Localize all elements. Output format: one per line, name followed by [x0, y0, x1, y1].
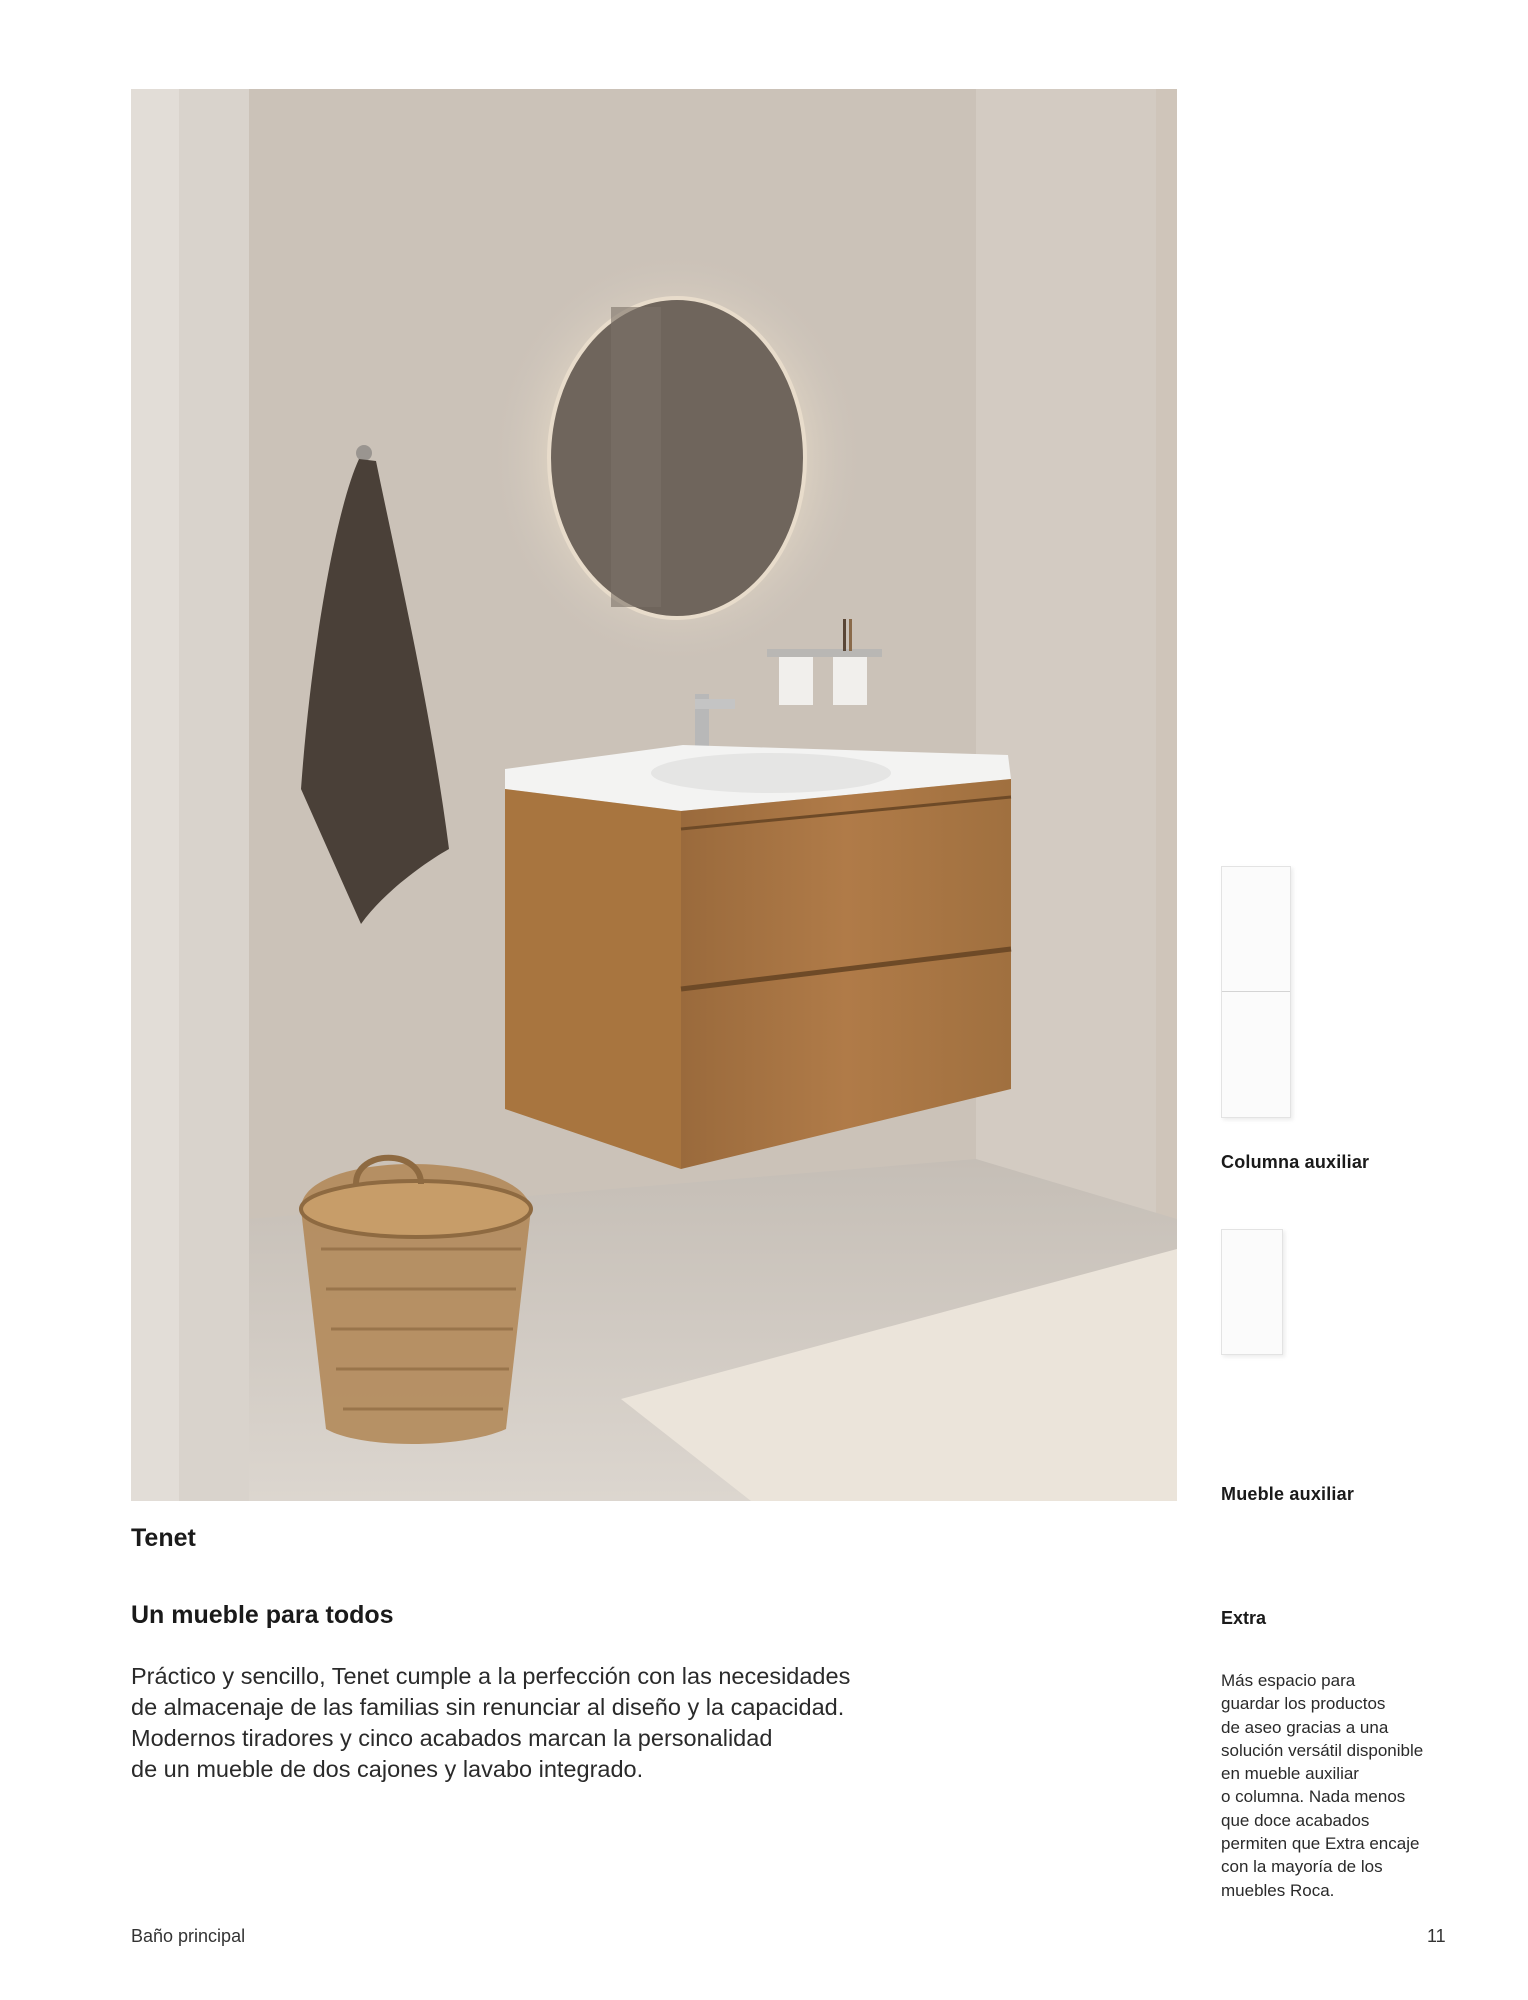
wall-cabinet-icon	[1221, 1229, 1283, 1355]
extra-paragraph	[1221, 1669, 1491, 1902]
page-number: 11	[1427, 1926, 1446, 1946]
extra-title: Extra	[1221, 1608, 1267, 1628]
tall-column-cabinet-icon	[1221, 866, 1291, 1118]
product-title: Tenet	[131, 1524, 196, 1552]
extra-line: en mueble auxiliar	[1221, 1764, 1359, 1784]
bathroom-illustration	[131, 89, 1177, 1501]
body-line: Modernos tiradores y cinco acabados marcan la personalidad	[131, 1725, 773, 1751]
extra-line: Más espacio para	[1221, 1671, 1356, 1690]
column-cabinet-caption: Columna auxiliar	[1221, 1152, 1370, 1172]
extra-line: de aseo gracias a una	[1221, 1717, 1389, 1737]
extra-line: con la mayoría de los	[1221, 1857, 1383, 1877]
cabinet-door-divider	[1222, 991, 1290, 992]
extra-line: solución versátil disponible	[1221, 1740, 1424, 1760]
extra-line: muebles Roca.	[1221, 1880, 1335, 1900]
bathroom-photo	[131, 89, 1177, 1501]
body-line: de un mueble de dos cajones y lavabo integrado.	[131, 1756, 644, 1782]
extra-line: o columna. Nada menos	[1221, 1787, 1406, 1807]
extra-line: permiten que Extra encaje	[1221, 1834, 1420, 1854]
body-paragraph	[131, 1661, 951, 1785]
body-line: de almacenaje de las familias sin renunciar al diseño y la capacidad.	[131, 1694, 845, 1720]
extra-line: guardar los productos	[1221, 1694, 1386, 1714]
footer-section-name: Baño principal	[131, 1926, 246, 1946]
extra-line: que doce acabados	[1221, 1810, 1370, 1830]
body-line: Práctico y sencillo, Tenet cumple a la perfección con las necesidades	[131, 1663, 851, 1689]
section-subtitle: Un mueble para todos	[131, 1601, 394, 1629]
wall-cabinet-caption: Mueble auxiliar	[1221, 1484, 1355, 1504]
